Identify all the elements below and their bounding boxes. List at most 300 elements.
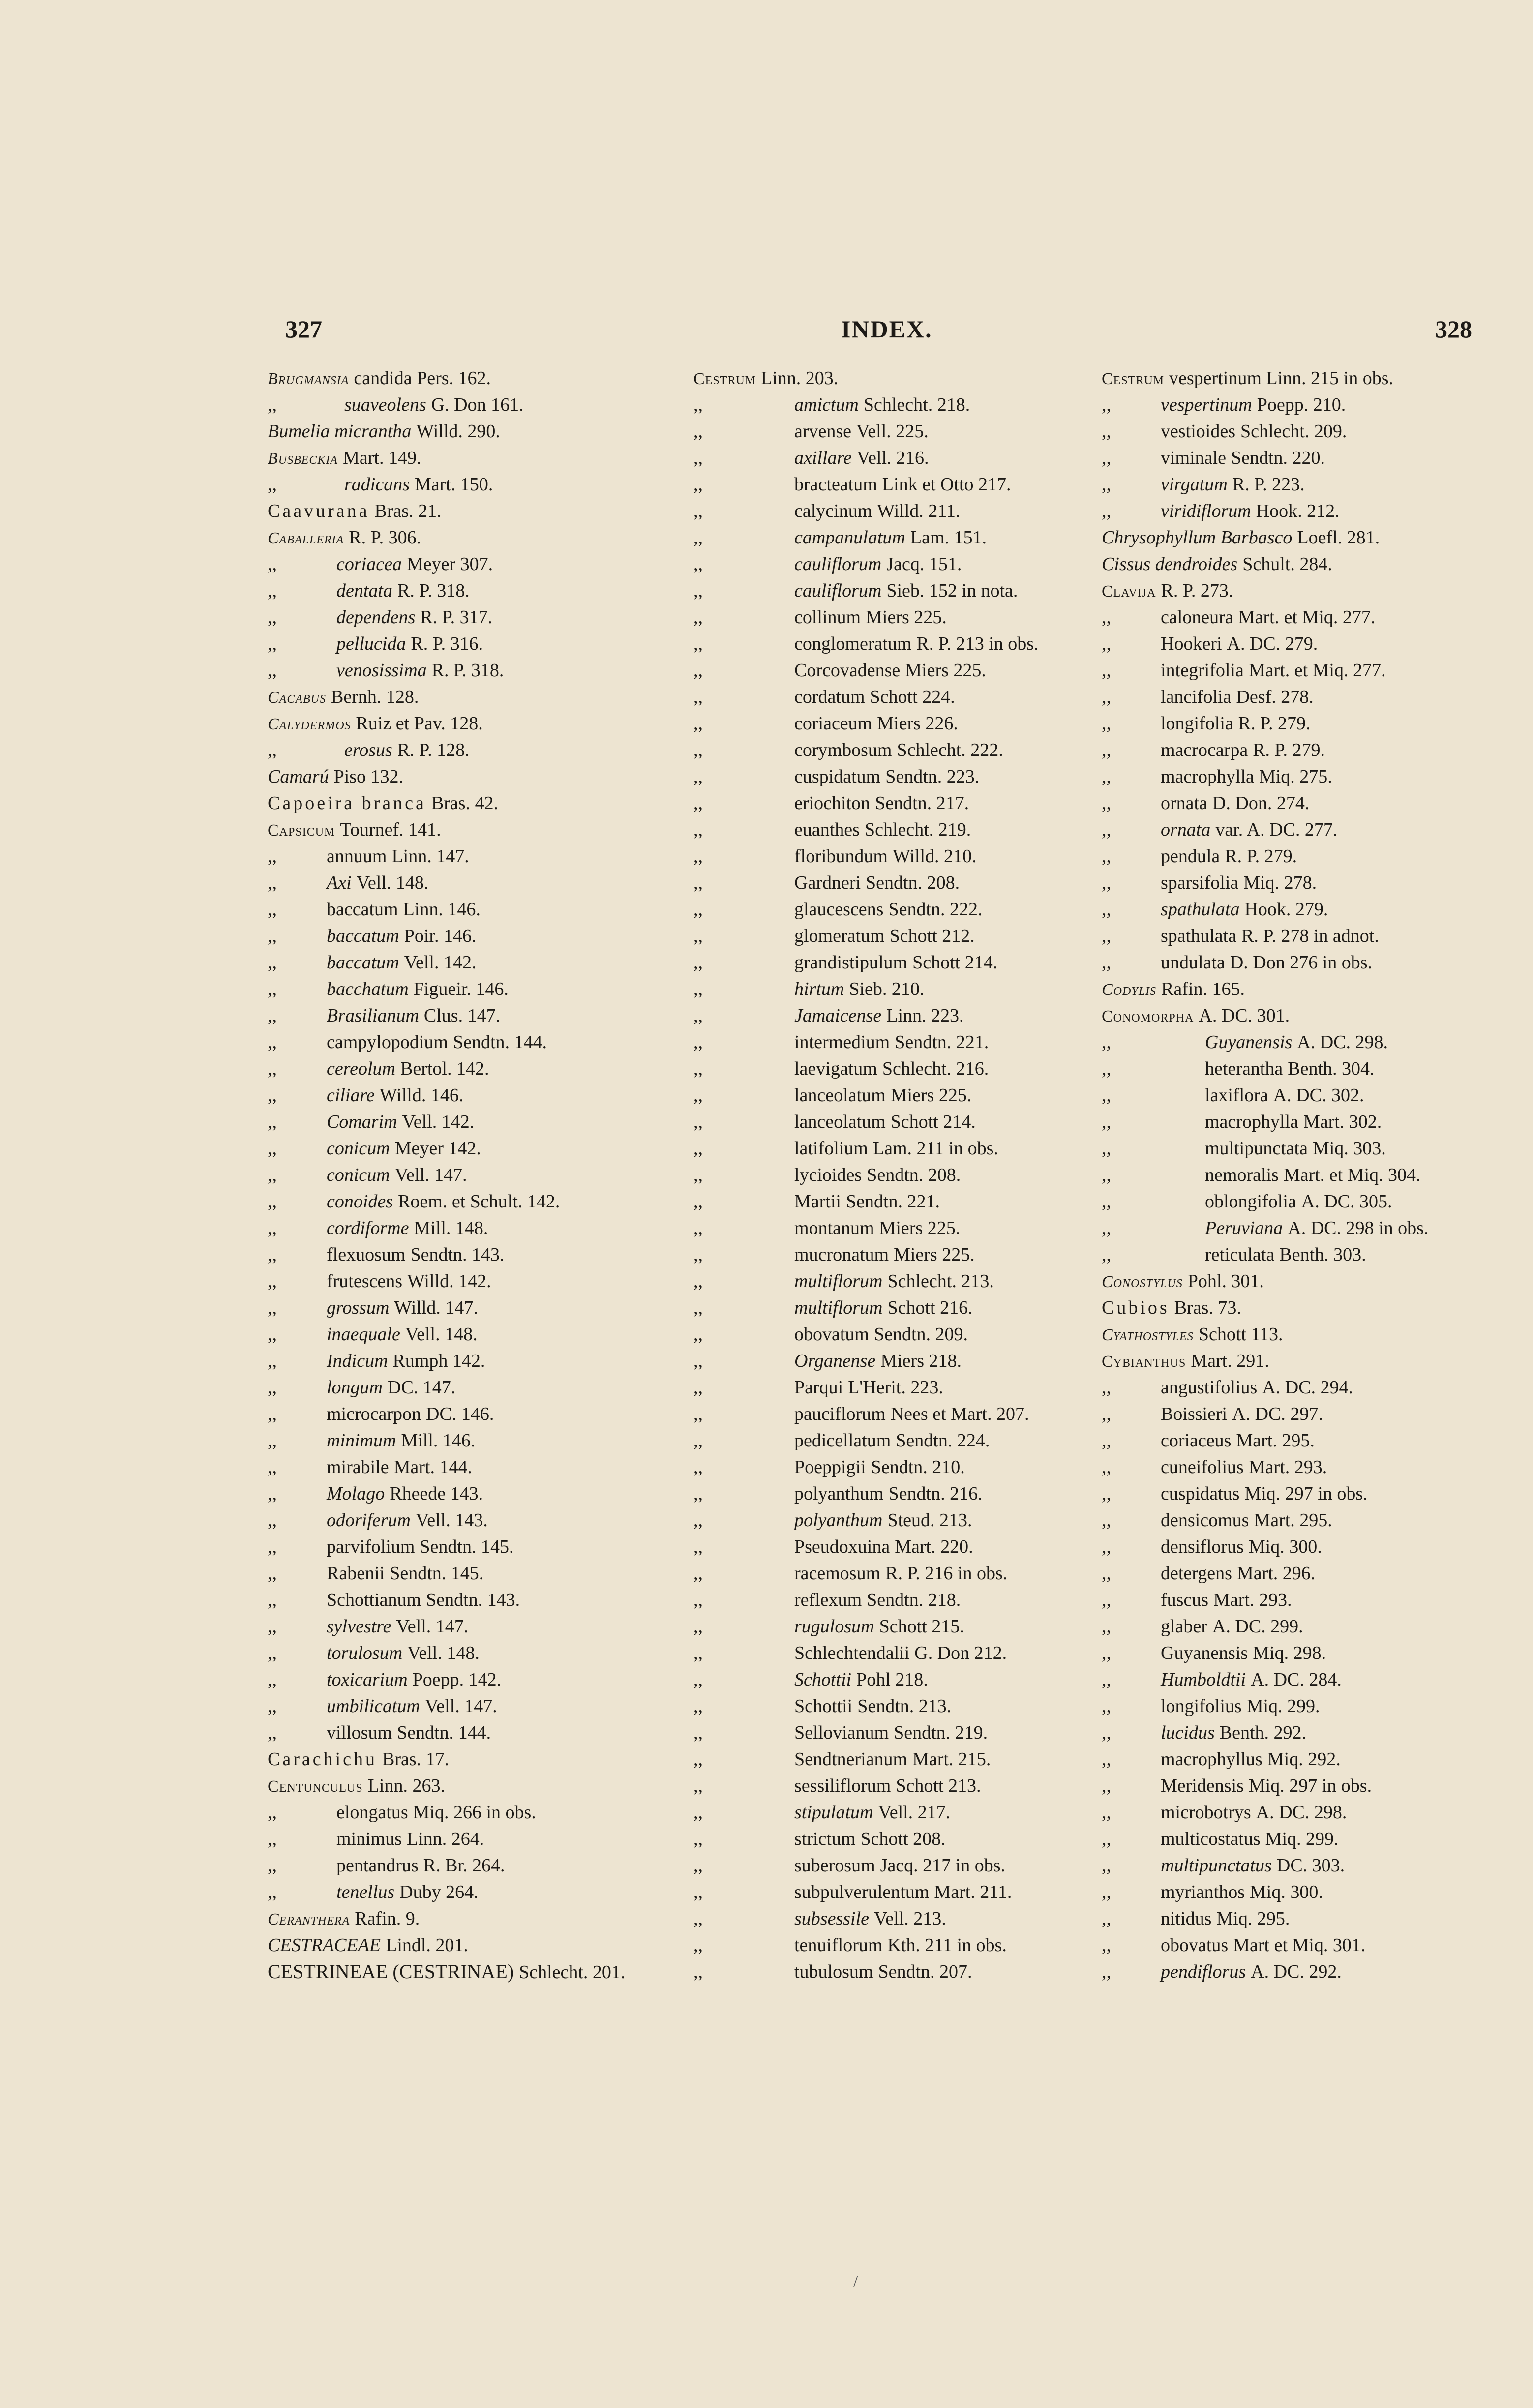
ditto-mark: ,, bbox=[268, 1696, 277, 1716]
index-entry bbox=[693, 631, 1087, 657]
index-entry bbox=[1102, 1534, 1495, 1560]
index-entry bbox=[1102, 976, 1495, 1002]
index-entry bbox=[693, 1002, 1087, 1029]
entry-name: obovatum bbox=[794, 1324, 869, 1345]
entry-name: lanceolatum bbox=[794, 1085, 886, 1106]
entry-name: conoides bbox=[327, 1191, 393, 1212]
entry-reference: Miq. 297 in obs. bbox=[1244, 1483, 1368, 1504]
entry-reference: R. P. 279. bbox=[1238, 713, 1311, 734]
entry-reference: Desf. 278. bbox=[1236, 687, 1314, 707]
entry-reference: D. Don 276 in obs. bbox=[1230, 952, 1373, 973]
index-entry bbox=[693, 1082, 1087, 1109]
ditto-mark: ,, bbox=[1102, 660, 1111, 681]
index-entry bbox=[268, 1374, 656, 1401]
index-entry bbox=[268, 684, 656, 710]
ditto-mark: ,, bbox=[1102, 1749, 1111, 1770]
entry-name: elongatus bbox=[336, 1802, 408, 1823]
entry-name: annuum bbox=[327, 846, 387, 867]
entry-name: Schottii bbox=[794, 1696, 853, 1716]
entry-name: minimum bbox=[327, 1430, 396, 1451]
entry-name: axillare bbox=[794, 448, 852, 468]
entry-reference: Willd. 210. bbox=[892, 846, 977, 867]
ditto-mark: ,, bbox=[693, 1510, 703, 1531]
entry-reference: Bras. 17. bbox=[382, 1749, 450, 1770]
index-entry bbox=[268, 1480, 656, 1507]
index-entry bbox=[693, 418, 1087, 445]
entry-reference: A. DC. 305. bbox=[1301, 1191, 1392, 1212]
entry-name: multiflorum bbox=[794, 1297, 883, 1318]
index-entry bbox=[1102, 577, 1495, 604]
ditto-mark: ,, bbox=[268, 1377, 277, 1398]
entry-reference: Miers 225. bbox=[905, 660, 986, 681]
index-entry bbox=[268, 1826, 656, 1852]
entry-name: vespertinum bbox=[1161, 394, 1252, 415]
index-entry bbox=[268, 763, 656, 790]
ditto-mark: ,, bbox=[1102, 1510, 1111, 1531]
index-entry bbox=[268, 1905, 656, 1932]
entry-name: dependens bbox=[336, 607, 416, 628]
ditto-mark: ,, bbox=[268, 1058, 277, 1079]
entry-name: pellucida bbox=[336, 633, 406, 654]
entry-reference: R. P. 128. bbox=[397, 740, 470, 760]
entry-reference: Bras. 73. bbox=[1174, 1297, 1241, 1318]
entry-name: longum bbox=[327, 1377, 383, 1398]
index-entry bbox=[268, 1799, 656, 1826]
index-entry bbox=[1102, 1055, 1495, 1082]
entry-name: CESTRINEAE (CESTRINAE) bbox=[268, 1960, 514, 1983]
entry-name: fuscus bbox=[1161, 1590, 1209, 1610]
index-entry bbox=[693, 551, 1087, 577]
entry-reference: Clus. 147. bbox=[423, 1005, 501, 1026]
entry-name: grossum bbox=[327, 1297, 390, 1318]
ditto-mark: ,, bbox=[1102, 1908, 1111, 1929]
entry-reference: Miq. 278. bbox=[1243, 873, 1317, 893]
index-entry bbox=[693, 1268, 1087, 1294]
index-entry bbox=[693, 923, 1087, 949]
entry-reference: Mart. 215. bbox=[912, 1749, 991, 1770]
entry-reference: Hook. 279. bbox=[1244, 899, 1328, 920]
entry-name: Capsicum bbox=[268, 821, 335, 840]
entry-reference: Linn. 147. bbox=[391, 846, 469, 867]
ditto-mark: ,, bbox=[268, 1271, 277, 1292]
index-entry bbox=[693, 763, 1087, 790]
entry-reference: Linn. 203. bbox=[761, 368, 839, 389]
index-entry bbox=[268, 1082, 656, 1109]
ditto-mark: ,, bbox=[693, 501, 703, 521]
index-entry bbox=[268, 657, 656, 684]
ditto-mark: ,, bbox=[268, 1191, 277, 1212]
entry-reference: A. DC. 279. bbox=[1227, 633, 1318, 654]
entry-name: polyanthum bbox=[794, 1510, 883, 1531]
index-entry bbox=[693, 1135, 1087, 1162]
index-entry bbox=[268, 365, 656, 391]
index-entry bbox=[268, 1321, 656, 1348]
ditto-mark: ,, bbox=[268, 1457, 277, 1477]
index-entry bbox=[693, 1719, 1087, 1746]
index-entry bbox=[1102, 737, 1495, 763]
index-entry bbox=[693, 1321, 1087, 1348]
entry-reference: Miers 226. bbox=[877, 713, 958, 734]
ditto-mark: ,, bbox=[693, 1802, 703, 1823]
entry-name: Peruviana bbox=[1205, 1218, 1283, 1238]
entry-reference: Schult. 284. bbox=[1242, 554, 1332, 574]
index-entry bbox=[1102, 418, 1495, 445]
ditto-mark: ,, bbox=[1102, 1802, 1111, 1823]
entry-reference: Schott 113. bbox=[1198, 1324, 1283, 1345]
entry-reference: A. DC. 284. bbox=[1251, 1669, 1342, 1690]
entry-reference: Piso 132. bbox=[333, 766, 404, 787]
ditto-mark: ,, bbox=[268, 1722, 277, 1743]
entry-reference: Schlecht. 219. bbox=[864, 819, 971, 840]
index-entry bbox=[1102, 684, 1495, 710]
ditto-mark: ,, bbox=[1102, 501, 1111, 521]
ditto-mark: ,, bbox=[693, 1563, 703, 1584]
entry-name: pentandrus bbox=[336, 1855, 419, 1876]
index-column-2 bbox=[693, 365, 1087, 1985]
entry-name: Cissus dendroides bbox=[1102, 554, 1238, 574]
entry-name: cordiforme bbox=[327, 1218, 409, 1238]
index-entry bbox=[1102, 949, 1495, 976]
index-entry bbox=[693, 1294, 1087, 1321]
index-entry bbox=[268, 1587, 656, 1613]
ditto-mark: ,, bbox=[693, 1404, 703, 1424]
ditto-mark: ,, bbox=[268, 474, 277, 495]
entry-reference: Duby 264. bbox=[399, 1882, 479, 1902]
entry-reference: Sendtn. 207. bbox=[878, 1961, 972, 1982]
index-entry bbox=[693, 710, 1087, 737]
entry-name: subpulverulentum bbox=[794, 1882, 930, 1902]
index-entry bbox=[1102, 1693, 1495, 1719]
ditto-mark: ,, bbox=[1102, 1616, 1111, 1637]
ditto-mark: ,, bbox=[693, 1218, 703, 1238]
entry-name: eriochiton bbox=[794, 793, 871, 813]
entry-reference: Lam. 211 in obs. bbox=[872, 1138, 998, 1159]
entry-reference: Sendtn. 210. bbox=[871, 1457, 965, 1477]
entry-reference: Sendtn. 144. bbox=[397, 1722, 491, 1743]
index-entry bbox=[693, 577, 1087, 604]
entry-reference: Schlecht. 201. bbox=[519, 1962, 626, 1983]
ditto-mark: ,, bbox=[693, 1536, 703, 1557]
entry-name: cuspidatum bbox=[794, 766, 881, 787]
ditto-mark: ,, bbox=[693, 1112, 703, 1132]
entry-reference: Mill. 148. bbox=[414, 1218, 488, 1238]
entry-reference: Tournef. 141. bbox=[340, 819, 441, 840]
index-entry bbox=[1102, 923, 1495, 949]
index-entry bbox=[1102, 1932, 1495, 1958]
index-entry bbox=[268, 445, 656, 471]
ditto-mark: ,, bbox=[1102, 1669, 1111, 1690]
index-entry bbox=[268, 1852, 656, 1879]
entry-name: conicum bbox=[327, 1165, 390, 1185]
entry-name: multipunctatus bbox=[1161, 1855, 1272, 1876]
entry-name: Hookeri bbox=[1161, 633, 1222, 654]
entry-reference: Sendtn. 218. bbox=[867, 1590, 961, 1610]
entry-reference: Mart. 293. bbox=[1213, 1590, 1292, 1610]
index-entry bbox=[693, 1109, 1087, 1135]
entry-name: Meridensis bbox=[1161, 1776, 1244, 1796]
entry-name: Sellovianum bbox=[794, 1722, 889, 1743]
index-entry bbox=[268, 418, 656, 445]
index-entry bbox=[693, 790, 1087, 816]
index-entry bbox=[1102, 445, 1495, 471]
entry-name: microbotrys bbox=[1161, 1802, 1251, 1823]
entry-name: ciliare bbox=[327, 1085, 375, 1106]
index-entry bbox=[268, 1958, 656, 1985]
index-entry bbox=[268, 1135, 656, 1162]
index-entry bbox=[1102, 1002, 1495, 1029]
ditto-mark: ,, bbox=[693, 554, 703, 574]
entry-name: Jamaicense bbox=[794, 1005, 882, 1026]
entry-reference: Poepp. 142. bbox=[412, 1669, 502, 1690]
entry-reference: Mart. et Miq. 304. bbox=[1283, 1165, 1421, 1185]
entry-reference: Bernh. 128. bbox=[331, 687, 419, 707]
index-entry bbox=[1102, 870, 1495, 896]
index-entry bbox=[268, 1348, 656, 1374]
entry-name: pedicellatum bbox=[794, 1430, 891, 1451]
entry-name: sparsifolia bbox=[1161, 873, 1239, 893]
ditto-mark: ,, bbox=[268, 1616, 277, 1637]
entry-name: frutescens bbox=[327, 1271, 403, 1292]
index-entry bbox=[693, 1693, 1087, 1719]
entry-reference: Linn. 264. bbox=[407, 1829, 484, 1849]
entry-reference: Hook. 212. bbox=[1256, 501, 1340, 521]
entry-name: bacchatum bbox=[327, 979, 409, 999]
entry-name: cereolum bbox=[327, 1058, 395, 1079]
entry-name: glomeratum bbox=[794, 926, 885, 946]
entry-reference: Sendtn. 144. bbox=[452, 1032, 547, 1053]
entry-reference: A. DC. 294. bbox=[1262, 1377, 1353, 1398]
ditto-mark: ,, bbox=[1102, 1244, 1111, 1265]
entry-name: polyanthum bbox=[794, 1483, 884, 1504]
ditto-mark: ,, bbox=[693, 899, 703, 920]
entry-name: villosum bbox=[327, 1722, 392, 1743]
entry-name: Parqui bbox=[794, 1377, 843, 1398]
ditto-mark: ,, bbox=[1102, 1855, 1111, 1876]
entry-name: nitidus bbox=[1161, 1908, 1212, 1929]
entry-reference: Schott 224. bbox=[870, 687, 955, 707]
entry-name: Cyathostyles bbox=[1102, 1326, 1194, 1344]
entry-name: radicans bbox=[344, 474, 410, 495]
entry-name: caloneura bbox=[1161, 607, 1233, 628]
index-entry bbox=[1102, 551, 1495, 577]
entry-reference: A. DC. 301. bbox=[1199, 1005, 1290, 1026]
entry-name: Ceranthera bbox=[268, 1910, 350, 1928]
entry-reference: Vell. 213. bbox=[874, 1908, 946, 1929]
entry-reference: Vell. 147. bbox=[424, 1696, 497, 1716]
entry-name: Camarú bbox=[268, 766, 329, 787]
ditto-mark: ,, bbox=[268, 1590, 277, 1610]
ditto-mark: ,, bbox=[1102, 633, 1111, 654]
entry-reference: Steud. 213. bbox=[887, 1510, 972, 1531]
entry-reference: Sendtn. 223. bbox=[885, 766, 980, 787]
ditto-mark: ,, bbox=[1102, 846, 1111, 867]
entry-name: parvifolium bbox=[327, 1536, 415, 1557]
ditto-mark: ,, bbox=[1102, 1829, 1111, 1849]
index-entry bbox=[268, 976, 656, 1002]
index-entry bbox=[268, 1294, 656, 1321]
entry-name: collinum bbox=[794, 607, 861, 628]
entry-name: Bumelia micrantha bbox=[268, 421, 412, 442]
entry-name: Calydermos bbox=[268, 715, 351, 733]
index-entry bbox=[268, 896, 656, 923]
entry-reference: R. P. 318. bbox=[397, 580, 470, 601]
entry-reference: Rheede 143. bbox=[390, 1483, 483, 1504]
entry-name: densicomus bbox=[1161, 1510, 1249, 1531]
entry-name: racemosum bbox=[794, 1563, 881, 1584]
ditto-mark: ,, bbox=[268, 1563, 277, 1584]
ditto-mark: ,, bbox=[1102, 1776, 1111, 1796]
ditto-mark: ,, bbox=[1102, 740, 1111, 760]
entry-name: floribundum bbox=[794, 846, 888, 867]
index-entry bbox=[268, 1109, 656, 1135]
entry-name: glaber bbox=[1161, 1616, 1207, 1637]
index-entry bbox=[268, 1746, 656, 1773]
ditto-mark: ,, bbox=[268, 394, 277, 415]
entry-reference: Vell. 143. bbox=[416, 1510, 488, 1531]
ditto-mark: ,, bbox=[268, 1032, 277, 1053]
entry-reference: A. DC. 298 in obs. bbox=[1288, 1218, 1429, 1238]
ditto-mark: ,, bbox=[268, 1218, 277, 1238]
index-entry bbox=[693, 1241, 1087, 1268]
entry-reference: Mart et Miq. 301. bbox=[1233, 1935, 1366, 1956]
entry-reference: Sendtn. 213. bbox=[857, 1696, 952, 1716]
entry-reference: R. P. 317. bbox=[420, 607, 493, 628]
ditto-mark: ,, bbox=[693, 1855, 703, 1876]
entry-reference: Schott 213. bbox=[896, 1776, 981, 1796]
ditto-mark: ,, bbox=[268, 1643, 277, 1663]
entry-name: Centunculus bbox=[268, 1777, 363, 1796]
index-entry bbox=[1102, 1188, 1495, 1215]
entry-name: densiflorus bbox=[1161, 1536, 1244, 1557]
ditto-mark: ,, bbox=[693, 1669, 703, 1690]
entry-name: Chrysophyllum Barbasco bbox=[1102, 527, 1293, 548]
index-entry bbox=[1102, 1560, 1495, 1587]
entry-reference: R. P. 213 in obs. bbox=[916, 633, 1039, 654]
index-entry bbox=[268, 1162, 656, 1188]
ditto-mark: ,, bbox=[693, 1829, 703, 1849]
entry-reference: vespertinum Linn. 215 in obs. bbox=[1169, 368, 1393, 389]
entry-name: Axi bbox=[327, 873, 352, 893]
entry-reference: Mart. et Miq. 277. bbox=[1238, 607, 1376, 628]
entry-reference: Roem. et Schult. 142. bbox=[398, 1191, 560, 1212]
entry-reference: Miers 218. bbox=[880, 1351, 962, 1371]
entry-reference: Schott 215. bbox=[879, 1616, 964, 1637]
index-entry bbox=[268, 1507, 656, 1534]
entry-reference: R. P. 278 in adnot. bbox=[1241, 926, 1379, 946]
index-entry bbox=[268, 471, 656, 498]
ditto-mark: ,, bbox=[693, 793, 703, 813]
index-entry bbox=[1102, 1480, 1495, 1507]
entry-reference: R. Br. 264. bbox=[423, 1855, 505, 1876]
index-entry bbox=[268, 524, 656, 551]
index-entry bbox=[1102, 391, 1495, 418]
index-entry bbox=[693, 1374, 1087, 1401]
entry-reference: Nees et Mart. 207. bbox=[890, 1404, 1029, 1424]
entry-name: dentata bbox=[336, 580, 392, 601]
index-entry bbox=[693, 1454, 1087, 1480]
entry-reference: Sendtn. 224. bbox=[896, 1430, 990, 1451]
entry-name: macrophylla bbox=[1205, 1112, 1298, 1132]
entry-reference: Miq. 295. bbox=[1216, 1908, 1290, 1929]
entry-name: macrophyllus bbox=[1161, 1749, 1262, 1770]
entry-name: reticulata bbox=[1205, 1244, 1275, 1265]
entry-reference: Link et Otto 217. bbox=[882, 474, 1011, 495]
entry-name: lancifolia bbox=[1161, 687, 1232, 707]
index-entry bbox=[268, 710, 656, 737]
index-entry bbox=[1102, 1852, 1495, 1879]
entry-reference: Sieb. 210. bbox=[849, 979, 925, 999]
ditto-mark: ,, bbox=[1102, 1457, 1111, 1477]
entry-reference: Mart. 211. bbox=[934, 1882, 1012, 1902]
entry-name: suaveolens bbox=[344, 394, 426, 415]
entry-reference: Miq. 292. bbox=[1267, 1749, 1341, 1770]
ditto-mark: ,, bbox=[693, 1351, 703, 1371]
entry-name: Organense bbox=[794, 1351, 876, 1371]
entry-name: montanum bbox=[794, 1218, 874, 1238]
entry-name: viridiflorum bbox=[1161, 501, 1251, 521]
entry-reference: Vell. 148. bbox=[407, 1643, 480, 1663]
index-entry bbox=[1102, 1294, 1495, 1321]
index-entry bbox=[693, 498, 1087, 524]
ditto-mark: ,, bbox=[1102, 687, 1111, 707]
entry-reference: Sendtn. 219. bbox=[894, 1722, 988, 1743]
ditto-mark: ,, bbox=[693, 926, 703, 946]
index-entry bbox=[693, 1905, 1087, 1932]
index-entry bbox=[1102, 1082, 1495, 1109]
ditto-mark: ,, bbox=[1102, 1590, 1111, 1610]
ditto-mark: ,, bbox=[268, 1324, 277, 1345]
entry-name: spathulata bbox=[1161, 899, 1240, 920]
entry-reference: Vell. 147. bbox=[396, 1616, 469, 1637]
index-entry bbox=[693, 870, 1087, 896]
index-entry bbox=[268, 1666, 656, 1693]
ditto-mark: ,, bbox=[268, 1165, 277, 1185]
entry-reference: candida Pers. 162. bbox=[354, 368, 491, 389]
entry-name: nemoralis bbox=[1205, 1165, 1279, 1185]
entry-reference: Sendtn. 220. bbox=[1231, 448, 1325, 468]
index-entry bbox=[693, 391, 1087, 418]
entry-reference: Sendtn. 216. bbox=[888, 1483, 983, 1504]
right-page-number: 328 bbox=[1435, 315, 1472, 343]
entry-name: Comarim bbox=[327, 1112, 397, 1132]
entry-reference: Willd. 146. bbox=[379, 1085, 464, 1106]
index-entry bbox=[693, 1055, 1087, 1082]
entry-reference: Benth. 304. bbox=[1288, 1058, 1375, 1079]
index-entry bbox=[268, 1560, 656, 1587]
index-entry bbox=[693, 1162, 1087, 1188]
entry-name: obovatus bbox=[1161, 1935, 1229, 1956]
entry-name: Cubios bbox=[1102, 1297, 1170, 1318]
entry-reference: Sendtn. 143. bbox=[410, 1244, 505, 1265]
entry-reference: Benth. 292. bbox=[1219, 1722, 1307, 1743]
index-entry bbox=[693, 657, 1087, 684]
entry-name: longifolius bbox=[1161, 1696, 1242, 1716]
ditto-mark: ,, bbox=[1102, 873, 1111, 893]
entry-reference: Mart. 295. bbox=[1236, 1430, 1315, 1451]
index-entry bbox=[268, 790, 656, 816]
entry-name: Clavija bbox=[1102, 582, 1156, 601]
index-entry bbox=[268, 498, 656, 524]
entry-name: Codylis bbox=[1102, 981, 1157, 999]
ditto-mark: ,, bbox=[268, 1138, 277, 1159]
index-entry bbox=[1102, 790, 1495, 816]
ditto-mark: ,, bbox=[1102, 1218, 1111, 1238]
ditto-mark: ,, bbox=[693, 474, 703, 495]
index-entry bbox=[693, 1640, 1087, 1666]
index-entry bbox=[693, 737, 1087, 763]
index-entry bbox=[268, 1268, 656, 1294]
ditto-mark: ,, bbox=[693, 1377, 703, 1398]
